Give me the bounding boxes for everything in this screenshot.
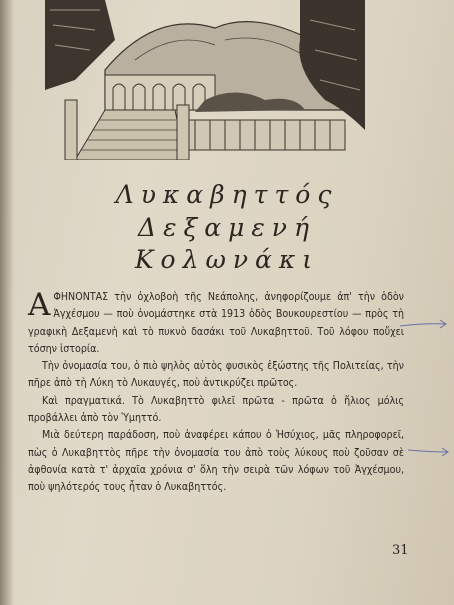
pen-arrow-mark-1 [400, 318, 450, 332]
lycabettus-illustration [45, 0, 365, 160]
pen-arrow-mark-2 [408, 446, 452, 460]
paragraph-2: Τὴν ὀνομασία του, ὁ πιὸ ψηλὸς αὐτὸς φυσικὸς ἐξώστης τῆς Πολιτείας, τὴν πῆρε ἀπὸ τὴ Λύκη τὸ Λυκαυγές, ποὺ ἀντικρύζει πρῶτος. [28, 360, 404, 390]
page-gutter-shadow [0, 0, 14, 605]
paragraph-1-text: ΦΗΝΟΝΤΑΣ τὴν ὀχλοβοὴ τῆς Νεάπολης, ἀνηφορίζουμε ἀπ' τὴν ὁδὸν Ἀγχέσμου — ποὺ ὀνομάστηκε στὰ 1913 ὁδὸς Βουκουρεστίου — πρὸς τὴ γραφικὴ Δεξαμενὴ καὶ τὸ πυκνὸ δασάκι τοῦ Λυκαβηττοῦ. Τοῦ λόφου ποὔχει τόσην ἱστορία. [28, 291, 404, 355]
title-line-2: Δεξαμενή [138, 213, 316, 242]
title-line-3: Κολωνάκι [134, 245, 320, 274]
article-body [28, 289, 404, 497]
drop-cap: Α [28, 287, 51, 323]
paragraph-3: Καὶ πραγματικά. Τὸ Λυκαβηττὸ φιλεῖ πρῶτα - πρῶτα ὁ ἥλιος μόλις προβάλλει ἀπὸ τὸν Ὑμηττό. [28, 394, 404, 425]
title-line-1: Λυκαβηττός [115, 180, 339, 209]
paragraph-1 [28, 289, 404, 358]
page-number: 31 [392, 543, 409, 558]
paragraph-4: Μιὰ δεύτερη παράδοση, ποὺ ἀναφέρει κάπου ὁ Ἡσύχιος, μᾶς πληροφορεῖ, πὼς ὁ Λυκαβηττὸς πῆρε τὴν ὀνομασία του ἀπὸ τοὺς λύκους ποὺ ζοῦσαν σὲ ἀφθονία κατὰ τ' ἀρχαῖα χρόνια σ' ὅλη τὴν σειρὰ τῶν λόφων τοῦ Ἀγχέσμου, ποὺ ψηλότερός τους ἦταν ὁ Λυκαβηττός. [28, 429, 404, 494]
